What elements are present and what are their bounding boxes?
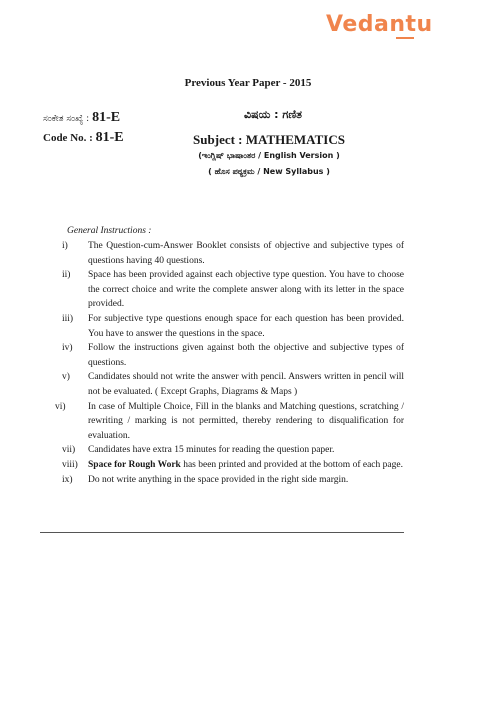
instruction-number: ix) xyxy=(62,474,73,485)
code-label: Code No. : xyxy=(43,132,93,144)
instruction-text: For subjective type questions enough space for each question has been provided. You have to answer the questions in the space. xyxy=(88,313,404,339)
instruction-number: iv) xyxy=(62,343,73,354)
paper-title: Previous Year Paper - 2015 xyxy=(184,77,312,89)
syllabus-line: ( ಹೊಸ ಪಠ್ಯಕ್ರಮ / New Syllabus ) xyxy=(208,167,330,176)
instruction-number: viii) xyxy=(62,459,78,470)
instruction-text: Candidates have extra 15 minutes for reading the question paper. xyxy=(88,445,335,456)
instruction-number: ii) xyxy=(62,270,71,281)
code-number: 81-E xyxy=(95,130,124,145)
rough-work-emphasis: Space for Rough Work xyxy=(88,459,181,470)
instruction-text: In case of Multiple Choice, Fill in the blanks and Matching questions, scratching / rewriting / marking is not permitted, thereby rendering to disqualification for evaluation. xyxy=(88,401,404,441)
instructions-list xyxy=(55,239,404,487)
kn-code-number: 81-E xyxy=(92,110,121,125)
kn-code-row xyxy=(43,110,120,126)
instruction-number: vi) xyxy=(55,401,66,412)
instruction-text: Follow the instructions given against both the objective and subjective types of questions. xyxy=(88,343,404,368)
instruction-number: iii) xyxy=(62,313,74,324)
instruction-text: Space has been provided against each objective type question. You have to choose the correct choice and write the complete answer along with its letter in the space provided. xyxy=(88,270,404,310)
instruction-item xyxy=(58,370,404,399)
instruction-number: vii) xyxy=(62,445,76,456)
instruction-item xyxy=(58,458,404,473)
instruction-item xyxy=(58,473,404,488)
instruction-text: The Question-cum-Answer Booklet consists of objective and subjective types of questions having 40 questions. xyxy=(88,241,404,266)
version-line: (ಇಂಗ್ಲಿಷ್ ಭಾಷಾಂತರ / English Version ) xyxy=(198,151,340,160)
instruction-item xyxy=(55,400,404,444)
instruction-text xyxy=(88,458,404,473)
instruction-item xyxy=(58,341,404,370)
kn-subject: ವಿಷಯ : ಗಣಿತ xyxy=(244,108,302,121)
vedantu-logo: Vedantu xyxy=(326,12,433,37)
page-divider xyxy=(40,532,404,533)
instruction-number: i) xyxy=(62,241,68,251)
general-instructions-heading: General Instructions : xyxy=(67,226,152,236)
instruction-number: v) xyxy=(62,372,70,383)
subject-title: Subject : MATHEMATICS xyxy=(193,132,345,147)
instruction-item xyxy=(58,239,404,268)
instruction-text: Candidates should not write the answer with pencil. Answers written in pencil will not be evaluated. ( Except Graphs, Diagrams & Maps ) xyxy=(88,372,404,397)
instruction-text-rest: has been printed and provided at the bottom of each page. xyxy=(180,459,403,470)
instruction-item xyxy=(58,268,404,312)
instruction-item xyxy=(58,443,404,458)
instruction-text: Do not write anything in the space provided in the right side margin. xyxy=(88,474,349,485)
kn-code-label: ಸಂಕೇತ ಸಂಖ್ಯೆ : xyxy=(43,114,90,124)
logo-accent xyxy=(396,37,414,39)
instruction-item xyxy=(58,312,404,341)
